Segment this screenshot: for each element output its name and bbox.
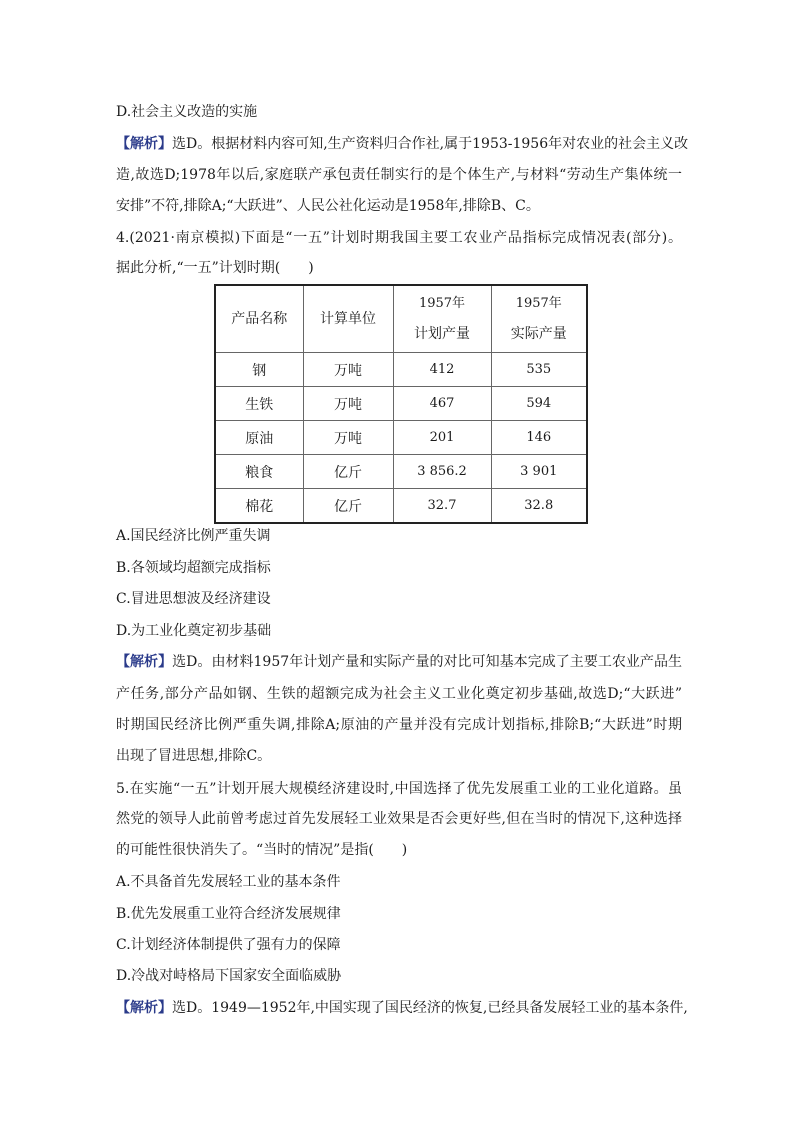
q5-option-d: D.冷战对峙格局下国家安全面临威胁	[116, 968, 342, 984]
table-row: 粮食 亿斤 3 856.2 3 901	[215, 455, 587, 489]
q5-stem-line-2: 然党的领导人此前曾考虑过首先发展轻工业效果是否会更好些,但在当时的情况下,这种选择	[116, 811, 682, 827]
table-row: 原油 万吨 201 146	[215, 421, 587, 455]
q4-analysis-line-3: 时期国民经济比例严重失调,排除A;原油的产量并没有完成计划指标,排除B;“大跃进”时期	[116, 717, 682, 733]
table-row: 生铁 万吨 467 594	[215, 387, 587, 421]
q4-analysis-line-4: 出现了冒进思想,排除C。	[116, 748, 272, 764]
q3-option-d: D.社会主义改造的实施	[116, 104, 258, 120]
q4-option-d: D.为工业化奠定初步基础	[116, 623, 272, 639]
q5-option-c: C.计划经济体制提供了强有力的保障	[116, 937, 341, 953]
table-row: 钢 万吨 412 535	[215, 353, 587, 387]
q4-analysis-line-1: 【解析】选D。由材料1957年计划产量和实际产量的对比可知基本完成了主要工农业产品生	[116, 654, 682, 670]
table-header-row	[215, 285, 587, 353]
q4-stem-line-1: 4.(2021·南京模拟)下面是“一五”计划时期我国主要工农业产品指标完成情况表(部分)。	[116, 230, 682, 246]
q5-option-a: A.不具备首先发展轻工业的基本条件	[116, 874, 341, 890]
q5-stem-line-1: 5.在实施“一五”计划开展大规模经济建设时,中国选择了优先发展重工业的工业化道路。虽	[116, 781, 682, 797]
q3-analysis-line-2: 造,故选D;1978年以后,家庭联产承包责任制实行的是个体生产,与材料“劳动生产集体统一	[116, 167, 682, 183]
q5-analysis-tag: 【解析】	[116, 1000, 172, 1016]
q5-analysis-line-1: 【解析】选D。1949—1952年,中国实现了国民经济的恢复,已经具备发展轻工业的基本条件,	[116, 1000, 688, 1016]
q4-option-b: B.各领域均超额完成指标	[116, 560, 271, 576]
q3-analysis-tag: 【解析】	[116, 136, 172, 152]
q3-analysis-line-1: 【解析】选D。根据材料内容可知,生产资料归合作社,属于1953-1956年对农业的社会主义改	[116, 136, 689, 152]
header-unit: 计算单位	[303, 285, 393, 353]
header-planned: 1957年 计划产量	[393, 285, 491, 353]
q4-option-c: C.冒进思想波及经济建设	[116, 591, 271, 607]
q4-option-a: A.国民经济比例严重失调	[116, 528, 271, 544]
header-actual: 1957年 实际产量	[491, 285, 587, 353]
table-row: 棉花 亿斤 32.7 32.8	[215, 489, 587, 524]
q5-option-b: B.优先发展重工业符合经济发展规律	[116, 906, 341, 922]
header-product: 产品名称	[215, 285, 303, 353]
q4-analysis-line-2: 产任务,部分产品如钢、生铁的超额完成为社会主义工业化奠定初步基础,故选D;“大跃进”	[116, 686, 682, 702]
q3-analysis-line-3: 安排”不符,排除A;“大跃进”、人民公社化运动是1958年,排除B、C。	[116, 198, 540, 214]
q5-stem-line-3: 的可能性很快消失了。“当时的情况”是指( )	[116, 842, 408, 858]
q4-stem-line-2: 据此分析,“一五”计划时期( )	[116, 260, 314, 276]
q4-analysis-tag: 【解析】	[116, 654, 173, 670]
q4-data-table	[214, 284, 588, 524]
